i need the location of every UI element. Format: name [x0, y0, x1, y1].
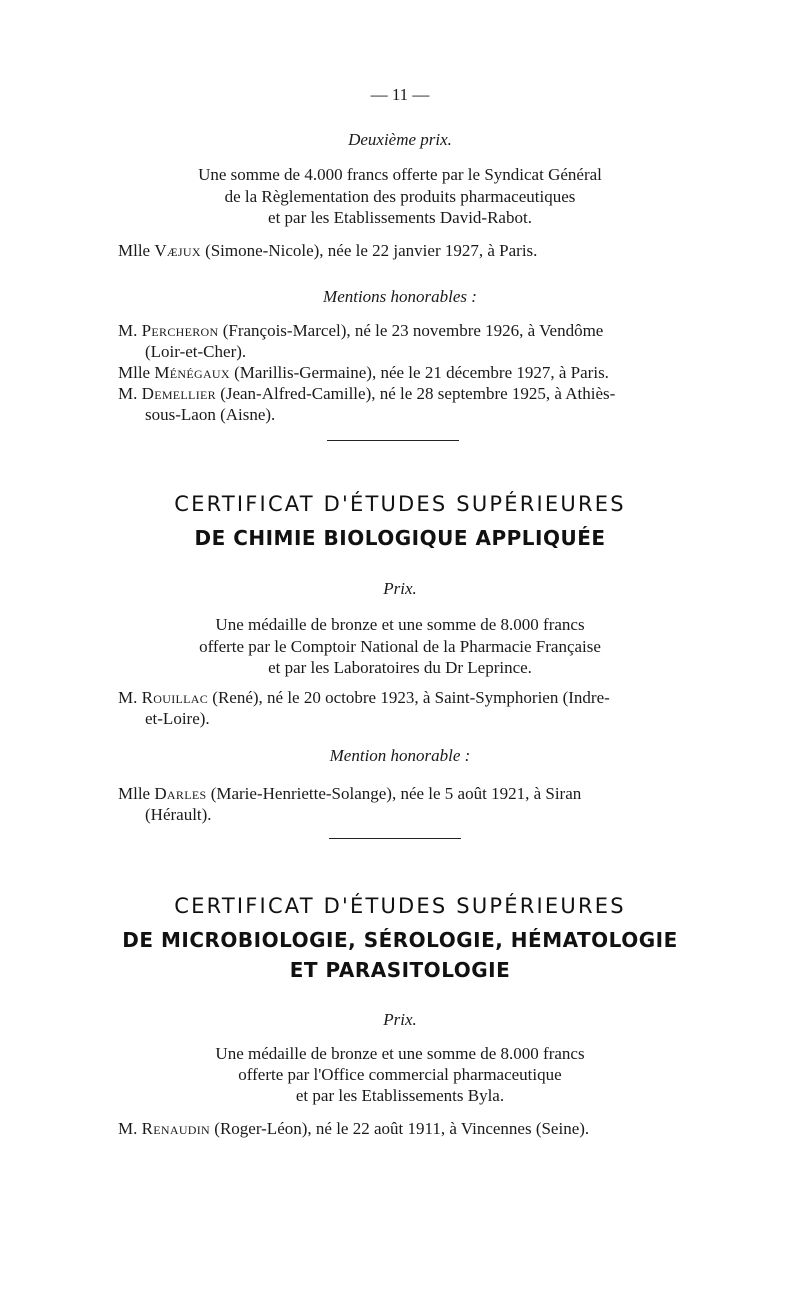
page-number: — 11 —: [370, 85, 430, 104]
prize-description-line: Une médaille de bronze et une somme de 8.000 francs: [215, 615, 585, 634]
winner-entry: [118, 1118, 718, 1140]
mention-details: (Jean-Alfred-Camille), né le 28 septembre 1925, à Athiès-: [215, 384, 616, 403]
surname: Percheron: [141, 321, 219, 340]
mention-entry: [118, 320, 718, 342]
mention-title: Mention honorable :: [329, 746, 471, 765]
prize-description-line: Une somme de 4.000 francs offerte par le Syndicat Général: [198, 165, 602, 184]
prize-description-line: offerte par le Comptoir National de la Pharmacie Française: [199, 637, 601, 656]
prize-title: Prix.: [383, 579, 417, 598]
honorific: M.: [118, 321, 138, 340]
mention-details: (Marie-Henriette-Solange), née le 5 août 1921, à Siran: [206, 784, 582, 803]
surname: Renaudin: [141, 1119, 211, 1138]
honorific: Mlle: [118, 784, 151, 803]
winner-details: (René), né le 20 octobre 1923, à Saint-Symphorien (Indre-: [208, 688, 610, 707]
honorific: M.: [118, 1119, 138, 1138]
mentions-title: Mentions honorables :: [323, 287, 477, 306]
section-heading: DE MICROBIOLOGIE, SÉROLOGIE, HÉMATOLOGIE: [122, 928, 678, 952]
prize-description-line: offerte par l'Office commercial pharmaceutique: [238, 1065, 562, 1084]
mention-details: (François-Marcel), né le 23 novembre 1926, à Vendôme: [218, 321, 604, 340]
section-heading: DE CHIMIE BIOLOGIQUE APPLIQUÉE: [194, 526, 606, 550]
mention-continuation: (Loir-et-Cher).: [145, 342, 247, 361]
honorific: Mlle: [118, 363, 151, 382]
mention-entry: [118, 362, 718, 384]
honorific: M.: [118, 384, 138, 403]
section-heading: CERTIFICAT D'ÉTUDES SUPÉRIEURES: [174, 894, 626, 918]
prize-description-line: et par les Etablissements David-Rabot.: [268, 208, 532, 227]
mention-continuation: sous-Laon (Aisne).: [145, 405, 276, 424]
winner-details: (Roger-Léon), né le 22 août 1911, à Vincennes (Seine).: [210, 1119, 590, 1138]
section-heading: CERTIFICAT D'ÉTUDES SUPÉRIEURES: [174, 492, 626, 516]
surname: Ménégaux: [154, 363, 230, 382]
section-heading: ET PARASITOLOGIE: [289, 958, 511, 982]
prize-description-line: et par les Etablissements Byla.: [295, 1086, 505, 1105]
winner-continuation: et-Loire).: [145, 709, 210, 728]
mention-continuation: (Hérault).: [145, 805, 212, 824]
honorific: M.: [118, 688, 138, 707]
prize-description-line: Une médaille de bronze et une somme de 8.000 francs: [215, 1044, 585, 1063]
honorific: Mlle: [118, 241, 151, 260]
mention-entry: [118, 783, 718, 805]
prize-title: Deuxième prix.: [348, 130, 452, 149]
mention-entry: [118, 383, 718, 405]
prize-description-line: et par les Laboratoires du Dr Leprince.: [268, 658, 532, 677]
winner-entry: [118, 240, 718, 262]
surname: Rouillac: [141, 688, 209, 707]
section-divider: [327, 440, 459, 441]
mention-details: (Marillis-Germaine), née le 21 décembre 1927, à Paris.: [229, 363, 609, 382]
prize-title: Prix.: [383, 1010, 417, 1029]
surname: Demellier: [141, 384, 216, 403]
winner-details: (Simone-Nicole), née le 22 janvier 1927, à Paris.: [200, 241, 538, 260]
prize-description-line: de la Règlementation des produits pharmaceutiques: [224, 187, 576, 206]
surname: Darles: [154, 784, 207, 803]
section-divider: [329, 838, 461, 839]
winner-entry: [118, 687, 718, 709]
surname: Væjux: [154, 241, 201, 260]
